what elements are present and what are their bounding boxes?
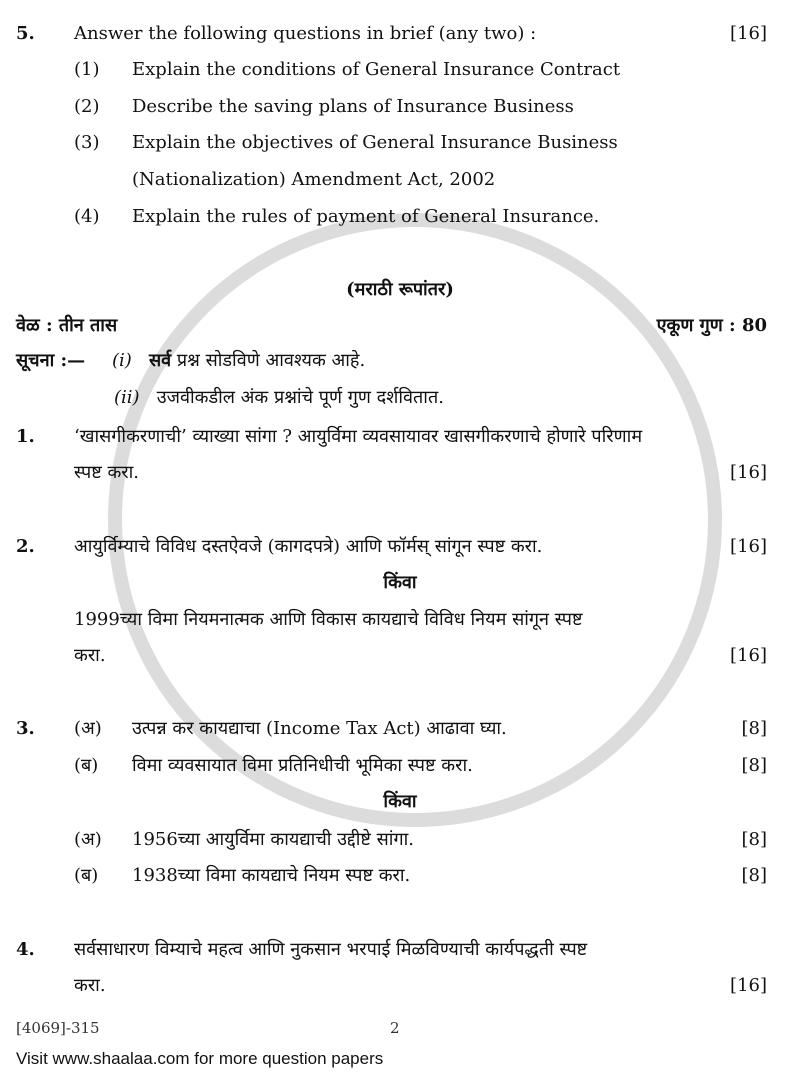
or-label: किंवा [383, 791, 417, 812]
q5-item-text: Explain the rules of payment of General Insurance. [132, 206, 600, 227]
q1-number: 1. [16, 426, 35, 447]
q5-item-text: (Nationalization) Amendment Act, 2002 [132, 169, 496, 190]
q5-item-label: (4) [74, 206, 100, 227]
q3-a-marks: [8] [741, 718, 767, 739]
q2-marks: [16] [730, 536, 767, 557]
marathi-title: (मराठी रूपांतर) [346, 279, 454, 300]
q3-alt-a-label: (अ) [74, 829, 102, 850]
q3-alt-b-label: (ब) [74, 865, 99, 886]
or-label: किंवा [383, 572, 417, 593]
q5-item-label: (3) [74, 132, 100, 153]
q4-marks: [16] [730, 975, 767, 996]
q5-item-label: (1) [74, 59, 100, 80]
q1-text-cont: स्पष्ट करा. [74, 462, 140, 483]
q3-b-label: (ब) [74, 755, 99, 776]
q5-item-text: Explain the objectives of General Insurance Business [132, 132, 618, 153]
q5-marks: [16] [730, 23, 767, 44]
instruction-2-number: (ii) [114, 387, 140, 408]
paper-code: [4069]-315 [16, 1019, 100, 1037]
q3-alt-a-marks: [8] [741, 829, 767, 850]
q4-text-cont: करा. [74, 975, 106, 996]
instruction-1-number: (i) [112, 350, 132, 371]
page-number: 2 [390, 1019, 400, 1037]
q3-b-marks: [8] [741, 755, 767, 776]
q3-a-label: (अ) [74, 718, 102, 739]
q3-alt-b-text: 1938च्या विमा कायद्याचे नियम स्पष्ट करा. [132, 865, 411, 886]
q3-alt-b-marks: [8] [741, 865, 767, 886]
q5-item-text: Explain the conditions of General Insurance Contract [132, 59, 621, 80]
q5-number: 5. [16, 23, 35, 44]
q2-alt-marks: [16] [730, 645, 767, 666]
q2-number: 2. [16, 536, 35, 557]
instructions-label: सूचना :— [16, 350, 86, 371]
visit-link[interactable]: Visit www.shaalaa.com for more question papers [16, 1049, 384, 1068]
q4-number: 4. [16, 939, 35, 960]
q2-alt-text-cont: करा. [74, 645, 106, 666]
q3-alt-a-text: 1956च्या आयुर्विमा कायद्याची उद्दीष्टे सांगा. [132, 829, 414, 850]
instruction-1-bold: सर्व [148, 350, 172, 371]
total-marks: एकूण गुण : 80 [656, 315, 767, 336]
exam-time: वेळ : तीन तास [16, 315, 118, 336]
q4-text: सर्वसाधारण विम्याचे महत्व आणि नुकसान भरपाई मिळविण्याची कार्यपद्धती स्पष्ट [74, 939, 588, 960]
q5-item-text: Describe the saving plans of Insurance Business [132, 96, 574, 117]
q1-text: ‘खासगीकरणाची’ व्याख्या सांगा ? आयुर्विमा व्यवसायावर खासगीकरणाचे होणारे परिणाम [74, 426, 643, 447]
q3-number: 3. [16, 718, 35, 739]
q1-marks: [16] [730, 462, 767, 483]
q2-alt-text: 1999च्या विमा नियमनात्मक आणि विकास कायद्याचे विविध नियम सांगून स्पष्ट [74, 609, 583, 630]
q2-text: आयुर्विम्याचे विविध दस्तऐवजे (कागदपत्रे) आणि फॉर्मस् सांगून स्पष्ट करा. [74, 536, 543, 557]
q3-b-text: विमा व्यवसायात विमा प्रतिनिधीची भूमिका स्पष्ट करा. [132, 755, 473, 776]
instruction-2: उजवीकडील अंक प्रश्नांचे पूर्ण गुण दर्शवितात. [156, 387, 444, 408]
q3-a-text: उत्पन्न कर कायद्याचा (Income Tax Act) आढावा घ्या. [132, 718, 507, 739]
instruction-1: प्रश्न सोडविणे आवश्यक आहे. [176, 350, 366, 371]
q5-item-label: (2) [74, 96, 100, 117]
q5-intro: Answer the following questions in brief (any two) : [74, 23, 537, 44]
